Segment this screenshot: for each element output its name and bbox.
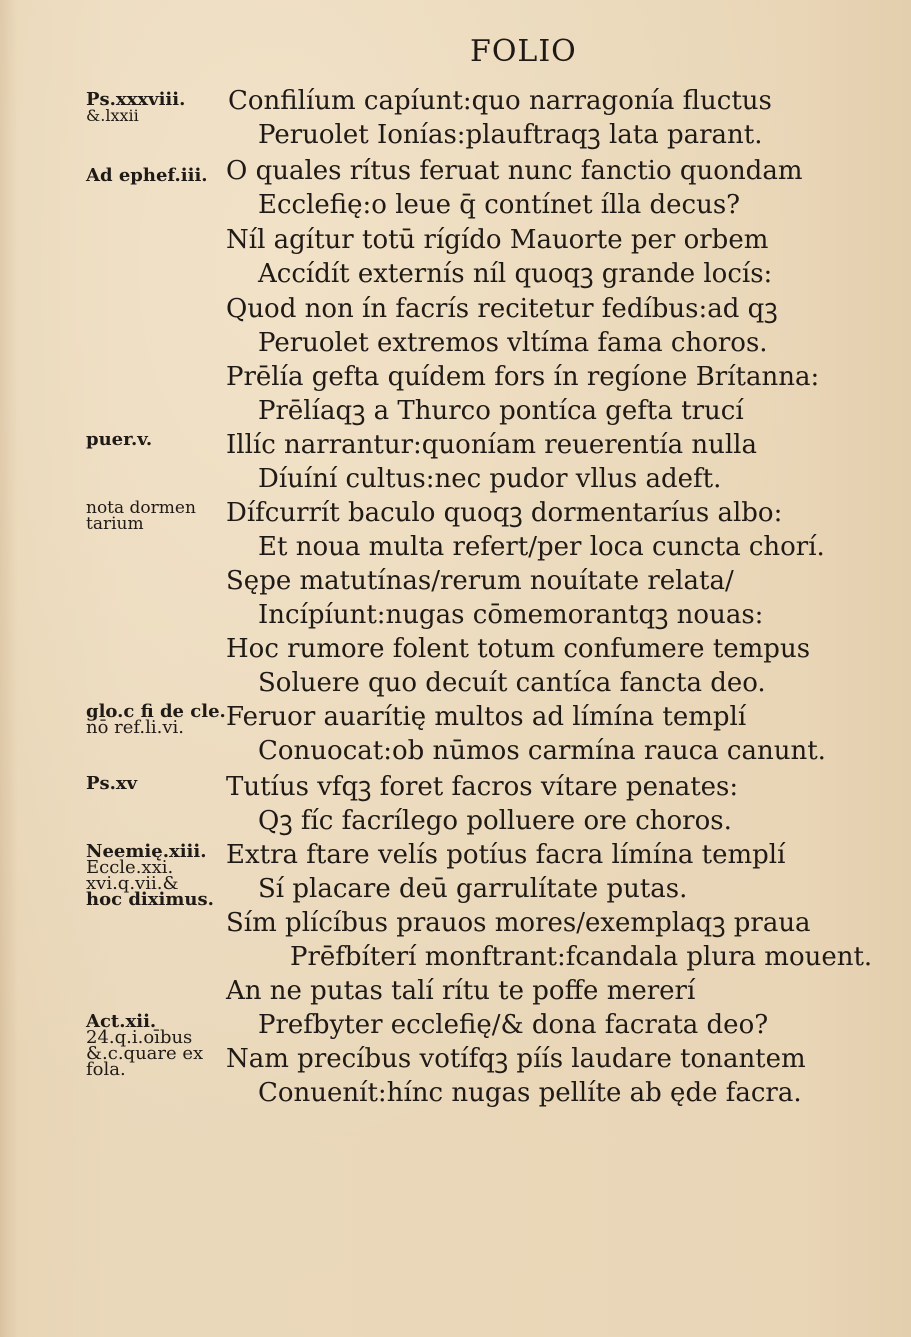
verse-line: Accídít externís níl quoqꝫ grande locís: — [258, 259, 773, 289]
verse-line: Ecclefię:o leue q̄ contínet ílla decus? — [258, 190, 741, 220]
margin-note-line: Ad ephef.iii. — [86, 165, 208, 186]
verse-line: Sí placare deū garrulítate putas. — [258, 874, 688, 904]
margin-note-line: nō ref.li.vi. — [86, 717, 185, 738]
margin-note-glossa — [86, 701, 226, 738]
verse-line: Feruor auarítię multos ad límína templí — [226, 702, 747, 732]
margin-note-line: xvi.q.vii.& — [86, 873, 179, 894]
verse-line: Sím plícíbus prauos mores/exemplaqꝫ praua — [226, 908, 811, 938]
margin-note-line: Act.xii. — [86, 1011, 157, 1032]
margin-note-line: puer.v. — [86, 429, 153, 450]
verse-line: Hoc rumore folent totum confumere tempus — [226, 634, 811, 664]
verse-line: O quales rítus feruat nunc fanctio quondam — [226, 156, 803, 186]
margin-note-line: &.c.quare ex — [86, 1043, 204, 1064]
verse-line: Prēfbíterí monftrant:fcandala plura mouent. — [290, 942, 873, 972]
verse-line: Soluere quo decuít cantíca fancta deo. — [258, 668, 766, 698]
verse-line: Sępe matutínas/rerum nouítate relata/ — [226, 566, 734, 596]
verse-line: Conuenít:hínc nugas pellíte ab ęde facra. — [258, 1078, 802, 1108]
verse-line: Díuíní cultus:nec pudor vllus adeft. — [258, 464, 722, 494]
verse-line: Et noua multa refert/per loca cuncta chorí. — [258, 532, 825, 562]
verse-line: Prēlía gefta quídem fors ín regíone Brítanna: — [226, 362, 820, 392]
verse-line: Extra ftare velís potíus facra límína templí — [226, 840, 786, 870]
verse-line: Dífcurrít baculo quoqꝫ dormentaríus albo: — [226, 498, 783, 528]
margin-note-line: Eccle.xxi. — [86, 857, 174, 878]
verse-line: Illíc narrantur:quoníam reuerentía nulla — [226, 430, 757, 460]
margin-note-psalm-38 — [86, 89, 186, 125]
margin-note-line: Neemię.xiii. — [86, 841, 207, 862]
verse-line: Peruolet extremos vltíma fama choros. — [258, 328, 768, 358]
verse-line: Confilíum capíunt:quo narragonía fluctus — [228, 86, 772, 116]
verse-line: Prefbyter ecclefię/& dona facrata deo? — [258, 1010, 769, 1040]
margin-note-line: tarium — [86, 514, 144, 534]
verse-line: Tutíus vfqꝫ foret facros vítare penates: — [226, 772, 739, 802]
margin-note-line: glo.c fi de cle. — [86, 701, 226, 722]
margin-note-line: hoc diximus. — [86, 889, 214, 910]
verse-line: Qꝫ fíc facrílego polluere ore choros. — [258, 806, 732, 836]
margin-note-psalm-15 — [86, 773, 138, 794]
margin-note-line: &.lxxii — [86, 106, 139, 125]
verse-line: Nam precíbus votífqꝫ píís laudare tonantem — [226, 1044, 806, 1074]
margin-note-acts — [86, 1011, 204, 1080]
margin-note-dormentarium — [86, 500, 196, 532]
verse-line: Conuocat:ob nūmos carmína rauca canunt. — [258, 736, 826, 766]
verse-line: An ne putas talí rítu te poffe mererí — [226, 976, 696, 1006]
verse-line: Quod non ín facrís recitetur fedíbus:ad qꝫ — [226, 294, 778, 324]
verse-line: Incípíunt:nugas cōmemorantqꝫ nouas: — [258, 600, 764, 630]
margin-note-line: Ps.xxxviii. — [86, 89, 186, 110]
margin-note-nehemiah — [86, 841, 214, 910]
margin-note-line: nota dormen — [86, 498, 196, 518]
margin-note-line: 24.q.i.oībus — [86, 1027, 193, 1048]
margin-note-proverbs — [86, 429, 153, 450]
verse-line: Níl agítur totū rígído Mauorte per orbem — [226, 225, 769, 255]
margin-note-ephesians — [86, 165, 208, 186]
folio-header: FOLIO — [470, 34, 577, 69]
verse-line: Peruolet Ionías:plauftraqꝫ lata parant. — [258, 120, 763, 150]
verse-line: Prēlíaqꝫ a Thurco pontíca gefta trucí — [258, 396, 744, 426]
margin-note-line: Ps.xv — [86, 773, 138, 794]
margin-note-line: fola. — [86, 1059, 126, 1080]
